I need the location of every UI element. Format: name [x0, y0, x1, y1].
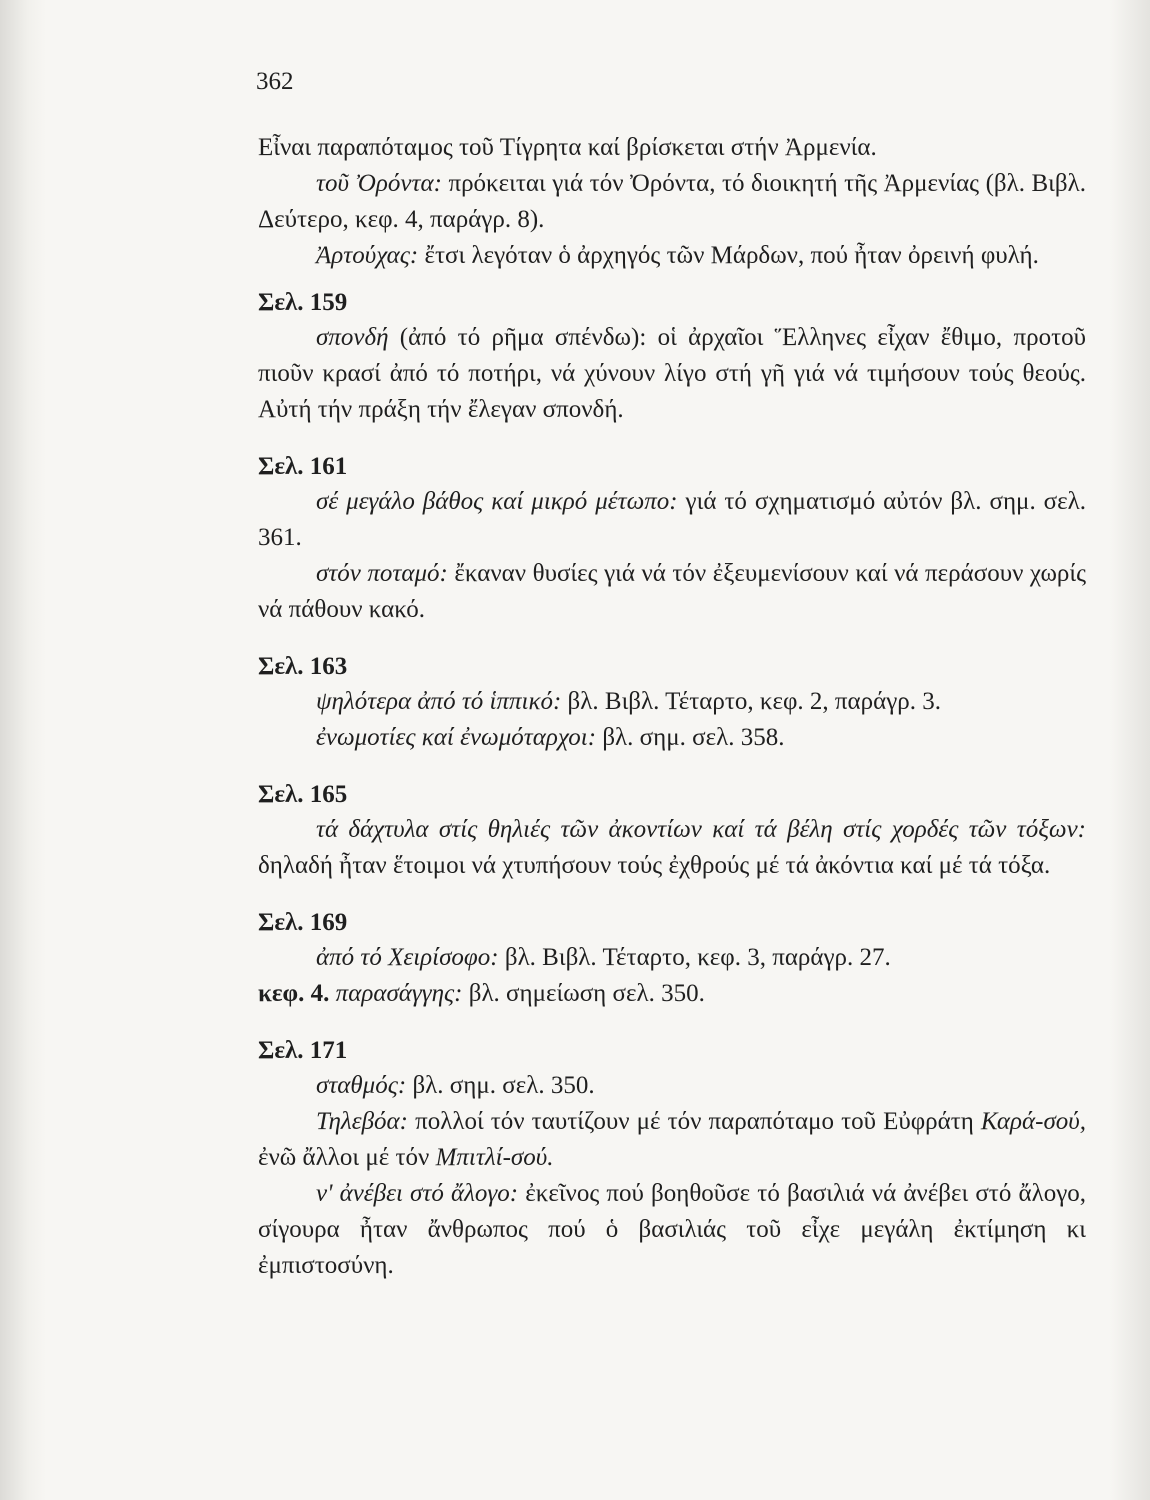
- note-enomoties: [258, 720, 1086, 756]
- page-edge-shadow: [1110, 0, 1150, 1500]
- note-text: βλ. σημείωση σελ. 350.: [462, 980, 705, 1007]
- section-heading-169: Σελ. 169: [258, 909, 348, 936]
- note-term: Καρά-σού,: [980, 1108, 1086, 1135]
- note-ippiko: [258, 684, 1086, 720]
- note-cheirisofo: [258, 940, 1086, 976]
- note-text: (ἀπό τό ρῆμα σπένδω): οἱ ἀρχαῖοι Ἕλληνες εἶχαν ἔθιμο, προτοῦ πιοῦν κρασί ἀπό τό ποτήρι, νά χύνουν λίγο στή γῆ γιά νά τιμήσουν τούς θεούς. Αὐτή τήν πράξη τήν ἔλεγαν σπονδή.: [258, 324, 1086, 423]
- note-term: Ἀρτούχας:: [316, 242, 419, 269]
- note-term: Μπιτλί-σού.: [435, 1144, 554, 1171]
- note-term: Τηλεβόα:: [316, 1108, 409, 1135]
- section-heading-159: Σελ. 159: [258, 289, 348, 316]
- note-teleboa: [258, 1104, 1086, 1176]
- chapter-ref: κεφ. 4.: [258, 980, 330, 1007]
- note-text: βλ. σημ. σελ. 350.: [406, 1072, 595, 1099]
- note-text: γιά τό σχηματισμό αὐτόν βλ. σημ. σελ. 361.: [258, 488, 1086, 551]
- note-parasangis: [258, 976, 1086, 1012]
- note-term: τοῦ Ὀρόντα:: [316, 170, 442, 197]
- note-term: στόν ποταμό:: [316, 560, 448, 587]
- note-text: ἔτσι λεγόταν ὁ ἀρχηγός τῶν Μάρδων, πού ἦταν ὀρεινή φυλή.: [418, 242, 1039, 269]
- section-heading-171: Σελ. 171: [258, 1037, 348, 1064]
- note-term: σέ μεγάλο βάθος καί μικρό μέτωπο:: [316, 488, 678, 515]
- note-text: ἐκεῖνος πού βοηθοῦσε τό βασιλιά νά ἀνέβει στό ἄλογο, σίγουρα ἦταν ἄνθρωπος πού ὁ βασιλιάς τοῦ εἶχε μεγάλη ἐκτίμηση κι ἐμπιστοσύνη.: [258, 1180, 1086, 1279]
- note-term: ἀπό τό Χειρίσοφο:: [316, 944, 499, 971]
- intro-line: Εἶναι παραπόταμος τοῦ Τίγρητα καί βρίσκεται στήν Ἀρμενία.: [258, 134, 877, 161]
- note-orontas: [258, 166, 1086, 238]
- note-stathmos: [258, 1068, 1086, 1104]
- note-text: ἐνῶ ἄλλοι μέ τόν: [258, 1144, 436, 1171]
- section-heading-165: Σελ. 165: [258, 781, 348, 808]
- note-text: πολλοί τόν ταυτίζουν μέ τόν παραπόταμο τοῦ Εὐφράτη: [408, 1108, 981, 1135]
- note-spondi: [258, 320, 1086, 428]
- page-number: 362: [256, 68, 294, 95]
- section-heading-163: Σελ. 163: [258, 653, 348, 680]
- note-daktyla: [258, 812, 1086, 884]
- note-alogo: [258, 1176, 1086, 1284]
- note-term: ψηλότερα ἀπό τό ἱππικό:: [316, 688, 562, 715]
- note-text: δηλαδή ἦταν ἕτοιμοι νά χτυπήσουν τούς ἐχθρούς μέ τά ἀκόντια καί μέ τά τόξα.: [258, 852, 1051, 879]
- note-artouchas: [258, 238, 1086, 274]
- page-gutter-shadow: [0, 0, 46, 1500]
- note-text: πρόκειται γιά τόν Ὀρόντα, τό διοικητή τῆς Ἀρμενίας (βλ. Βιβλ. Δεύτερο, κεφ. 4, παράγρ. 8).: [258, 170, 1086, 233]
- note-text: βλ. σημ. σελ. 358.: [596, 724, 785, 751]
- note-term: σπονδή: [316, 324, 389, 351]
- note-term: ν' ἀνέβει στό ἄλογο:: [316, 1180, 519, 1207]
- note-text: βλ. Βιβλ. Τέταρτο, κεφ. 3, παράγρ. 27.: [498, 944, 891, 971]
- notes-body: [258, 130, 1086, 1284]
- note-term: παρασάγγης:: [329, 980, 463, 1007]
- note-vathos: [258, 484, 1086, 556]
- note-term: ἐνωμοτίες καί ἐνωμόταρχοι:: [316, 724, 597, 751]
- note-potamo: [258, 556, 1086, 628]
- note-text: βλ. Βιβλ. Τέταρτο, κεφ. 2, παράγρ. 3.: [561, 688, 941, 715]
- note-text: ἔκαναν θυσίες γιά νά τόν ἐξευμενίσουν καί νά περάσουν χωρίς νά πάθουν κακό.: [258, 560, 1086, 623]
- note-term: σταθμός:: [316, 1072, 407, 1099]
- section-heading-161: Σελ. 161: [258, 453, 348, 480]
- note-term: τά δάχτυλα στίς θηλιές τῶν ἀκοντίων καί τά βέλη στίς χορδές τῶν τόξων:: [316, 816, 1086, 843]
